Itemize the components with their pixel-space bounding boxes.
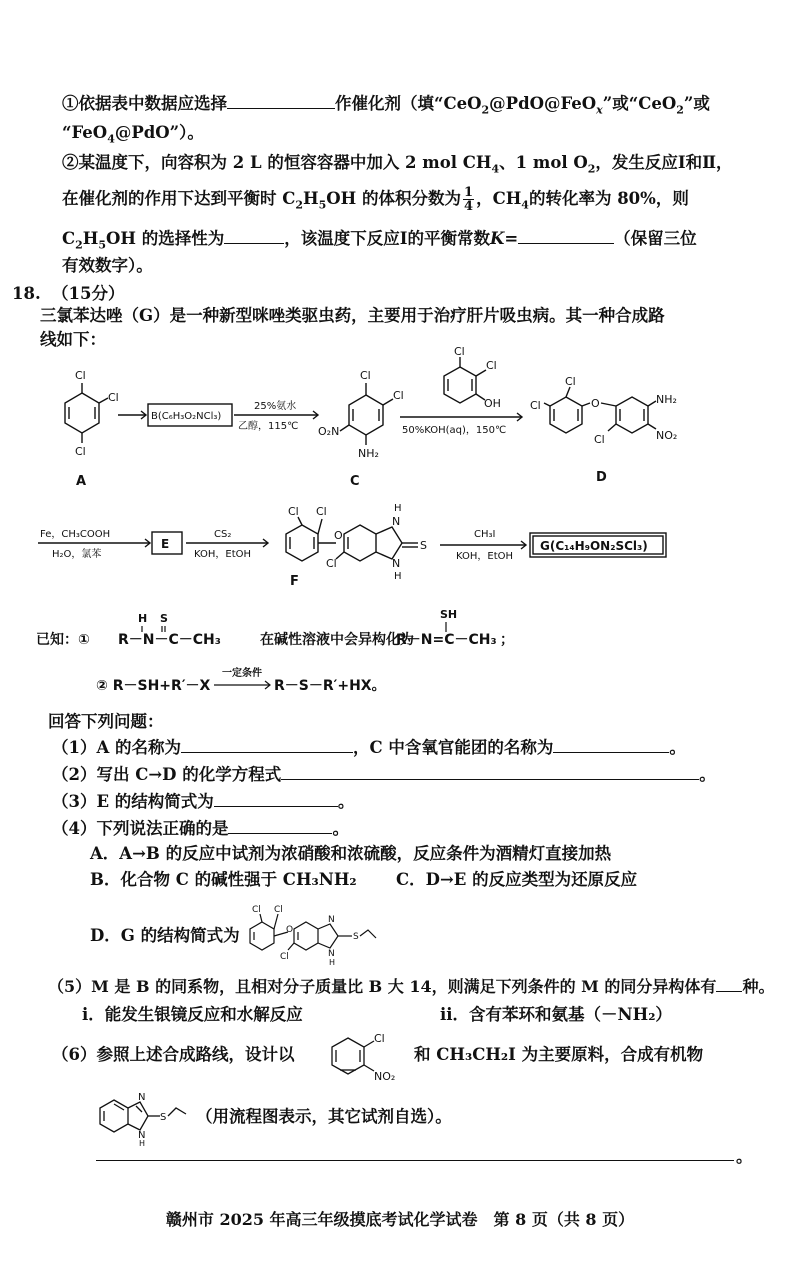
label-compound-a: A: [76, 474, 87, 489]
page-footer: 赣州市 2025 年高三年级摸底考试化学试卷 第 8 页（共 8 页）: [165, 1210, 635, 1229]
known-eq1-reactant: R－N－C－CH₃: [118, 632, 221, 648]
compound-f-left-ring: [286, 525, 318, 561]
chloronitrobenzene-structure: [320, 1030, 410, 1086]
group-nh2: NH₂: [358, 447, 379, 460]
reagent-ch3i: CH₃I: [474, 529, 496, 540]
answer-blank-q5[interactable]: [716, 975, 742, 992]
q17-line1: ①依据表中数据应选择 作催化剂（填“CeO$_2$@PdO@FeO$_x$”或“CeO$_2$”或: [62, 94, 710, 117]
atom-cl: Cl: [454, 345, 465, 358]
q18-intro-line2: 线如下：: [40, 330, 106, 349]
known-reaction-1: [0, 604, 800, 664]
known-eq2-reactants: ② R－SH+R′－X: [96, 678, 211, 694]
compound-b-formula: B(C₆H₃O₂NCl₃): [151, 411, 222, 422]
atom-s: S: [420, 539, 427, 552]
atom-h: H: [139, 1139, 146, 1146]
atom-o: O: [286, 925, 294, 935]
atom-o: O: [334, 529, 343, 542]
group-nh2: NH₂: [656, 393, 677, 406]
atom-cl: Cl: [288, 505, 299, 518]
atom-cl: Cl: [530, 399, 541, 412]
known-eq2-condition: 一定条件: [222, 668, 262, 679]
group-oh: OH: [484, 397, 501, 410]
answer-blank-q1-group[interactable]: [553, 736, 669, 753]
atom-n: N: [328, 949, 335, 959]
compound-a-ring: [65, 393, 99, 433]
reagent-fe-acoh: Fe，CH₃COOH: [40, 529, 111, 540]
group-sh: SH: [440, 608, 458, 621]
answer-blank-catalyst[interactable]: [227, 92, 335, 109]
atom-cl: Cl: [360, 369, 371, 382]
option-c: C．D→E 的反应类型为还原反应: [396, 870, 638, 889]
option-d-structure: [240, 896, 400, 966]
atom-cl: Cl: [75, 445, 86, 458]
atom-n: N: [328, 915, 335, 925]
atom-cl: Cl: [565, 375, 576, 388]
synthesis-scheme: [0, 345, 800, 605]
group-o2n: O₂N: [318, 425, 340, 438]
condition-ethanol-115: 乙醇，115℃: [238, 421, 299, 432]
answer-blank-q3[interactable]: [214, 790, 338, 807]
atom-n: N: [392, 557, 401, 570]
answer-blank-selectivity[interactable]: [224, 227, 284, 244]
answer-blank-q4[interactable]: [228, 817, 332, 834]
target-benzimidazole-structure: [96, 1090, 196, 1146]
reagent-ammonia: 25%氨水: [254, 401, 297, 412]
question-3: （3）E 的结构简式为 。: [52, 792, 355, 811]
atom-cl: Cl: [280, 952, 289, 962]
atom-s: S: [160, 612, 168, 625]
question-6-line2: （用流程图表示，其它试剂自选）。: [196, 1107, 452, 1126]
known-eq1-product: R－N=C－CH₃: [396, 632, 497, 648]
q17-line5: $C_2H_5OH$ 的选择性为 ，该温度下反应Ⅰ的平衡常数K= （保留三位: [62, 229, 697, 252]
atom-cl: Cl: [486, 359, 497, 372]
question-2: （2）写出 C→D 的化学方程式 。: [52, 765, 716, 784]
atom-h: H: [329, 958, 336, 966]
answer-blank-k[interactable]: [518, 227, 614, 244]
question-6-line1: （6）参照上述合成路线，设计以: [52, 1045, 295, 1064]
question-5: （5）M 是 B 的同系物，且相对分子质量比 B 大 14，则满足下列条件的 M 的同分异构体有 种。: [48, 977, 775, 996]
reagent-dichlorophenol-ring: [444, 367, 476, 403]
atom-cl: Cl: [374, 1032, 385, 1045]
atom-o: O: [591, 397, 600, 410]
group-no2: NO₂: [656, 429, 678, 442]
atom-h: H: [394, 571, 402, 582]
atom-s: S: [160, 1112, 167, 1123]
question-1: （1）A 的名称为 ，C 中含氧官能团的名称为 。: [52, 738, 686, 757]
atom-cl: Cl: [108, 391, 119, 404]
q17-line3: ②某温度下，向容积为 2 L 的恒容容器中加入 2 mol $CH_4$、1 mol $O_2$，发生反应Ⅰ和Ⅱ，: [62, 153, 733, 176]
atom-cl: Cl: [594, 433, 605, 446]
question-6-line1b: 和 CH₃CH₂I 为主要原料，合成有机物: [414, 1045, 704, 1064]
known-eq1-end: ；: [500, 632, 514, 648]
q17-line4: 在催化剂的作用下达到平衡时 $C_2H_5OH$ 的体积分数为 $\frac{1}{4}$ ，$CH_4$的转化率为 80%，则: [62, 185, 689, 214]
fraction-one-quarter: $\frac{1}{4}$: [464, 185, 474, 214]
atom-h: H: [138, 612, 148, 625]
label-compound-c: C: [350, 474, 360, 489]
atom-cl: Cl: [393, 389, 404, 402]
compound-c-ring: [349, 395, 383, 435]
known-reaction-2: [0, 664, 800, 700]
answer-line-q6[interactable]: [96, 1160, 734, 1161]
known-eq2-products: R－S－R′+HX。: [274, 678, 386, 694]
condition-koh-etoh: KOH，EtOH: [194, 549, 252, 560]
atom-n: N: [138, 1130, 146, 1141]
condition-i: i．能发生银镜反应和水解反应: [82, 1005, 303, 1024]
condition-ii: ii．含有苯环和氨基（－NH₂）: [440, 1005, 672, 1024]
atom-h: H: [394, 503, 402, 514]
compound-d-right-ring: [616, 397, 648, 433]
option-d: D．G 的结构简式为: [90, 926, 240, 945]
compound-e-box-label: E: [161, 537, 170, 551]
atom-cl: Cl: [326, 557, 337, 570]
atom-cl: Cl: [316, 505, 327, 518]
option-a: A．A→B 的反应中试剂为浓硝酸和浓硫酸，反应条件为酒精灯直接加热: [90, 844, 612, 863]
group-no2: NO₂: [374, 1070, 396, 1083]
reagent-cs2: CS₂: [214, 529, 232, 540]
atom-cl: Cl: [274, 905, 283, 915]
answer-blank-q1-name[interactable]: [181, 736, 353, 753]
option-b: B．化合物 C 的碱性强于 CH₃NH₂: [90, 870, 357, 889]
condition-koh-etoh: KOH，EtOH: [456, 551, 514, 562]
known-label: 已知：①: [36, 632, 90, 648]
answer-blank-q2[interactable]: [281, 763, 699, 780]
questions-heading: 回答下列问题：: [48, 712, 164, 731]
label-compound-f: F: [290, 574, 299, 589]
q18-number: 18.: [12, 284, 41, 303]
condition-water-chlorobenzene: H₂O，氯苯: [52, 549, 102, 560]
atom-cl: Cl: [75, 369, 86, 382]
question-6-end: 。: [736, 1147, 753, 1166]
condition-koh-150: 50%KOH(aq)，150℃: [402, 425, 507, 436]
compound-f-benzo-ring: [344, 525, 376, 561]
atom-n: N: [392, 515, 401, 528]
q17-line6: 有效数字）。: [62, 256, 153, 275]
q18-points: （15分）: [52, 284, 125, 303]
compound-d-left-ring: [550, 397, 582, 433]
label-compound-d: D: [596, 470, 607, 485]
compound-g-formula: G(C₁₄H₉ON₂SCl₃): [540, 539, 648, 553]
atom-s: S: [353, 932, 359, 942]
question-4: （4）下列说法正确的是 。: [52, 819, 349, 838]
q18-intro-line1: 三氯苯达唑（G）是一种新型咪唑类驱虫药，主要用于治疗肝片吸虫病。其一种合成路: [40, 306, 665, 325]
known-eq1-text: 在碱性溶液中会异构化为: [260, 632, 414, 648]
q17-line2: “FeO$_4$@PdO”）。: [62, 123, 204, 146]
atom-cl: Cl: [252, 905, 261, 915]
atom-n: N: [138, 1092, 146, 1103]
